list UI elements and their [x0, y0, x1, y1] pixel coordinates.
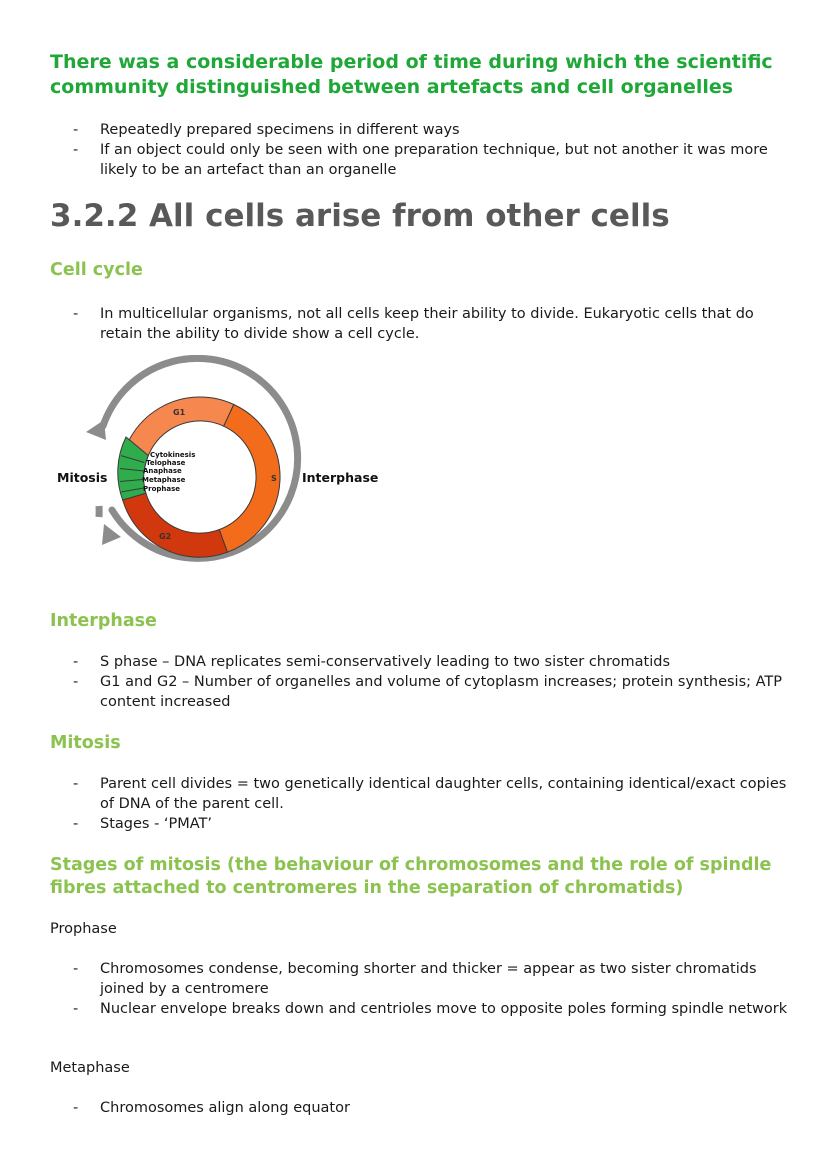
stage-label-anaphase: Anaphase	[143, 467, 182, 475]
list-item: - Nuclear envelope breaks down and centrioles move to opposite poles forming spindle network	[73, 1001, 788, 1017]
bullet-dash: -	[73, 816, 79, 832]
mitosis-list	[0, 774, 828, 834]
g1-label: G1	[173, 408, 186, 417]
stage-label-prophase: Prophase	[143, 485, 181, 493]
list-item: - In multicellular organisms, not all cells keep their ability to divide. Eukaryotic cells that do retain the ability to divide show a cell cycle.	[73, 306, 754, 342]
metaphase-label: Metaphase	[50, 1060, 130, 1076]
bullet-dash: -	[73, 122, 79, 138]
interphase-heading: Interphase	[50, 611, 157, 631]
g2-segment	[123, 493, 228, 557]
cell-cycle-list	[0, 304, 828, 344]
list-item: - Chromosomes align along equator	[73, 1100, 350, 1116]
s-label: S	[271, 474, 277, 483]
artefacts-heading: There was a considerable period of time during which the scientific community distinguished between artefacts and cell organelles	[50, 51, 773, 98]
cycle-arrow-bottom-head	[102, 524, 121, 545]
cycle-arrow-top-head	[86, 420, 106, 440]
bullet-dash: -	[73, 1100, 79, 1116]
artefacts-list	[0, 120, 828, 180]
bullet-dash: -	[73, 961, 79, 977]
section-title: 3.2.2 All cells arise from other cells	[50, 198, 670, 234]
stages-heading: Stages of mitosis (the behaviour of chromosomes and the role of spindle fibres attached to centromeres in the separation of chromatids)	[50, 855, 772, 898]
list-item: - S phase – DNA replicates semi-conservatively leading to two sister chromatids	[73, 654, 670, 670]
list-item: - Stages - ‘PMAT’	[73, 816, 213, 832]
prophase-list	[0, 959, 828, 1019]
metaphase-list	[0, 1098, 828, 1118]
cell-cycle-heading: Cell cycle	[50, 260, 143, 280]
g2-label: G2	[159, 532, 172, 541]
stage-label-metaphase: Metaphase	[142, 476, 186, 484]
list-item: - Chromosomes condense, becoming shorter and thicker = appear as two sister chromatids joined by a centromere	[73, 961, 757, 997]
mitosis-label: Mitosis	[57, 470, 108, 485]
interphase-list	[0, 652, 828, 712]
list-item: - If an object could only be seen with one preparation technique, but not another it was more likely to be an artefact than an organelle	[73, 142, 768, 178]
stage-label-cytokinesis: Cytokinesis	[150, 451, 196, 459]
bullet-dash: -	[73, 142, 79, 158]
list-item: - G1 and G2 – Number of organelles and volume of cytoplasm increases; protein synthesis; ATP content increased	[73, 674, 783, 710]
bullet-dash: -	[73, 1001, 79, 1017]
bullet-dash: -	[73, 654, 79, 670]
bullet-dash: -	[73, 306, 79, 322]
bullet-dash: -	[73, 674, 79, 690]
prophase-label: Prophase	[50, 921, 117, 937]
list-item: - Repeatedly prepared specimens in different ways	[73, 122, 460, 138]
bullet-dash: -	[73, 776, 79, 792]
list-item: - Parent cell divides = two genetically identical daughter cells, containing identical/exact copies of DNA of the parent cell.	[73, 776, 787, 812]
mitosis-heading: Mitosis	[50, 733, 121, 753]
cell-cycle-diagram	[0, 355, 828, 595]
interphase-label: Interphase	[302, 470, 379, 485]
stage-label-telophase: Telophase	[146, 459, 186, 467]
